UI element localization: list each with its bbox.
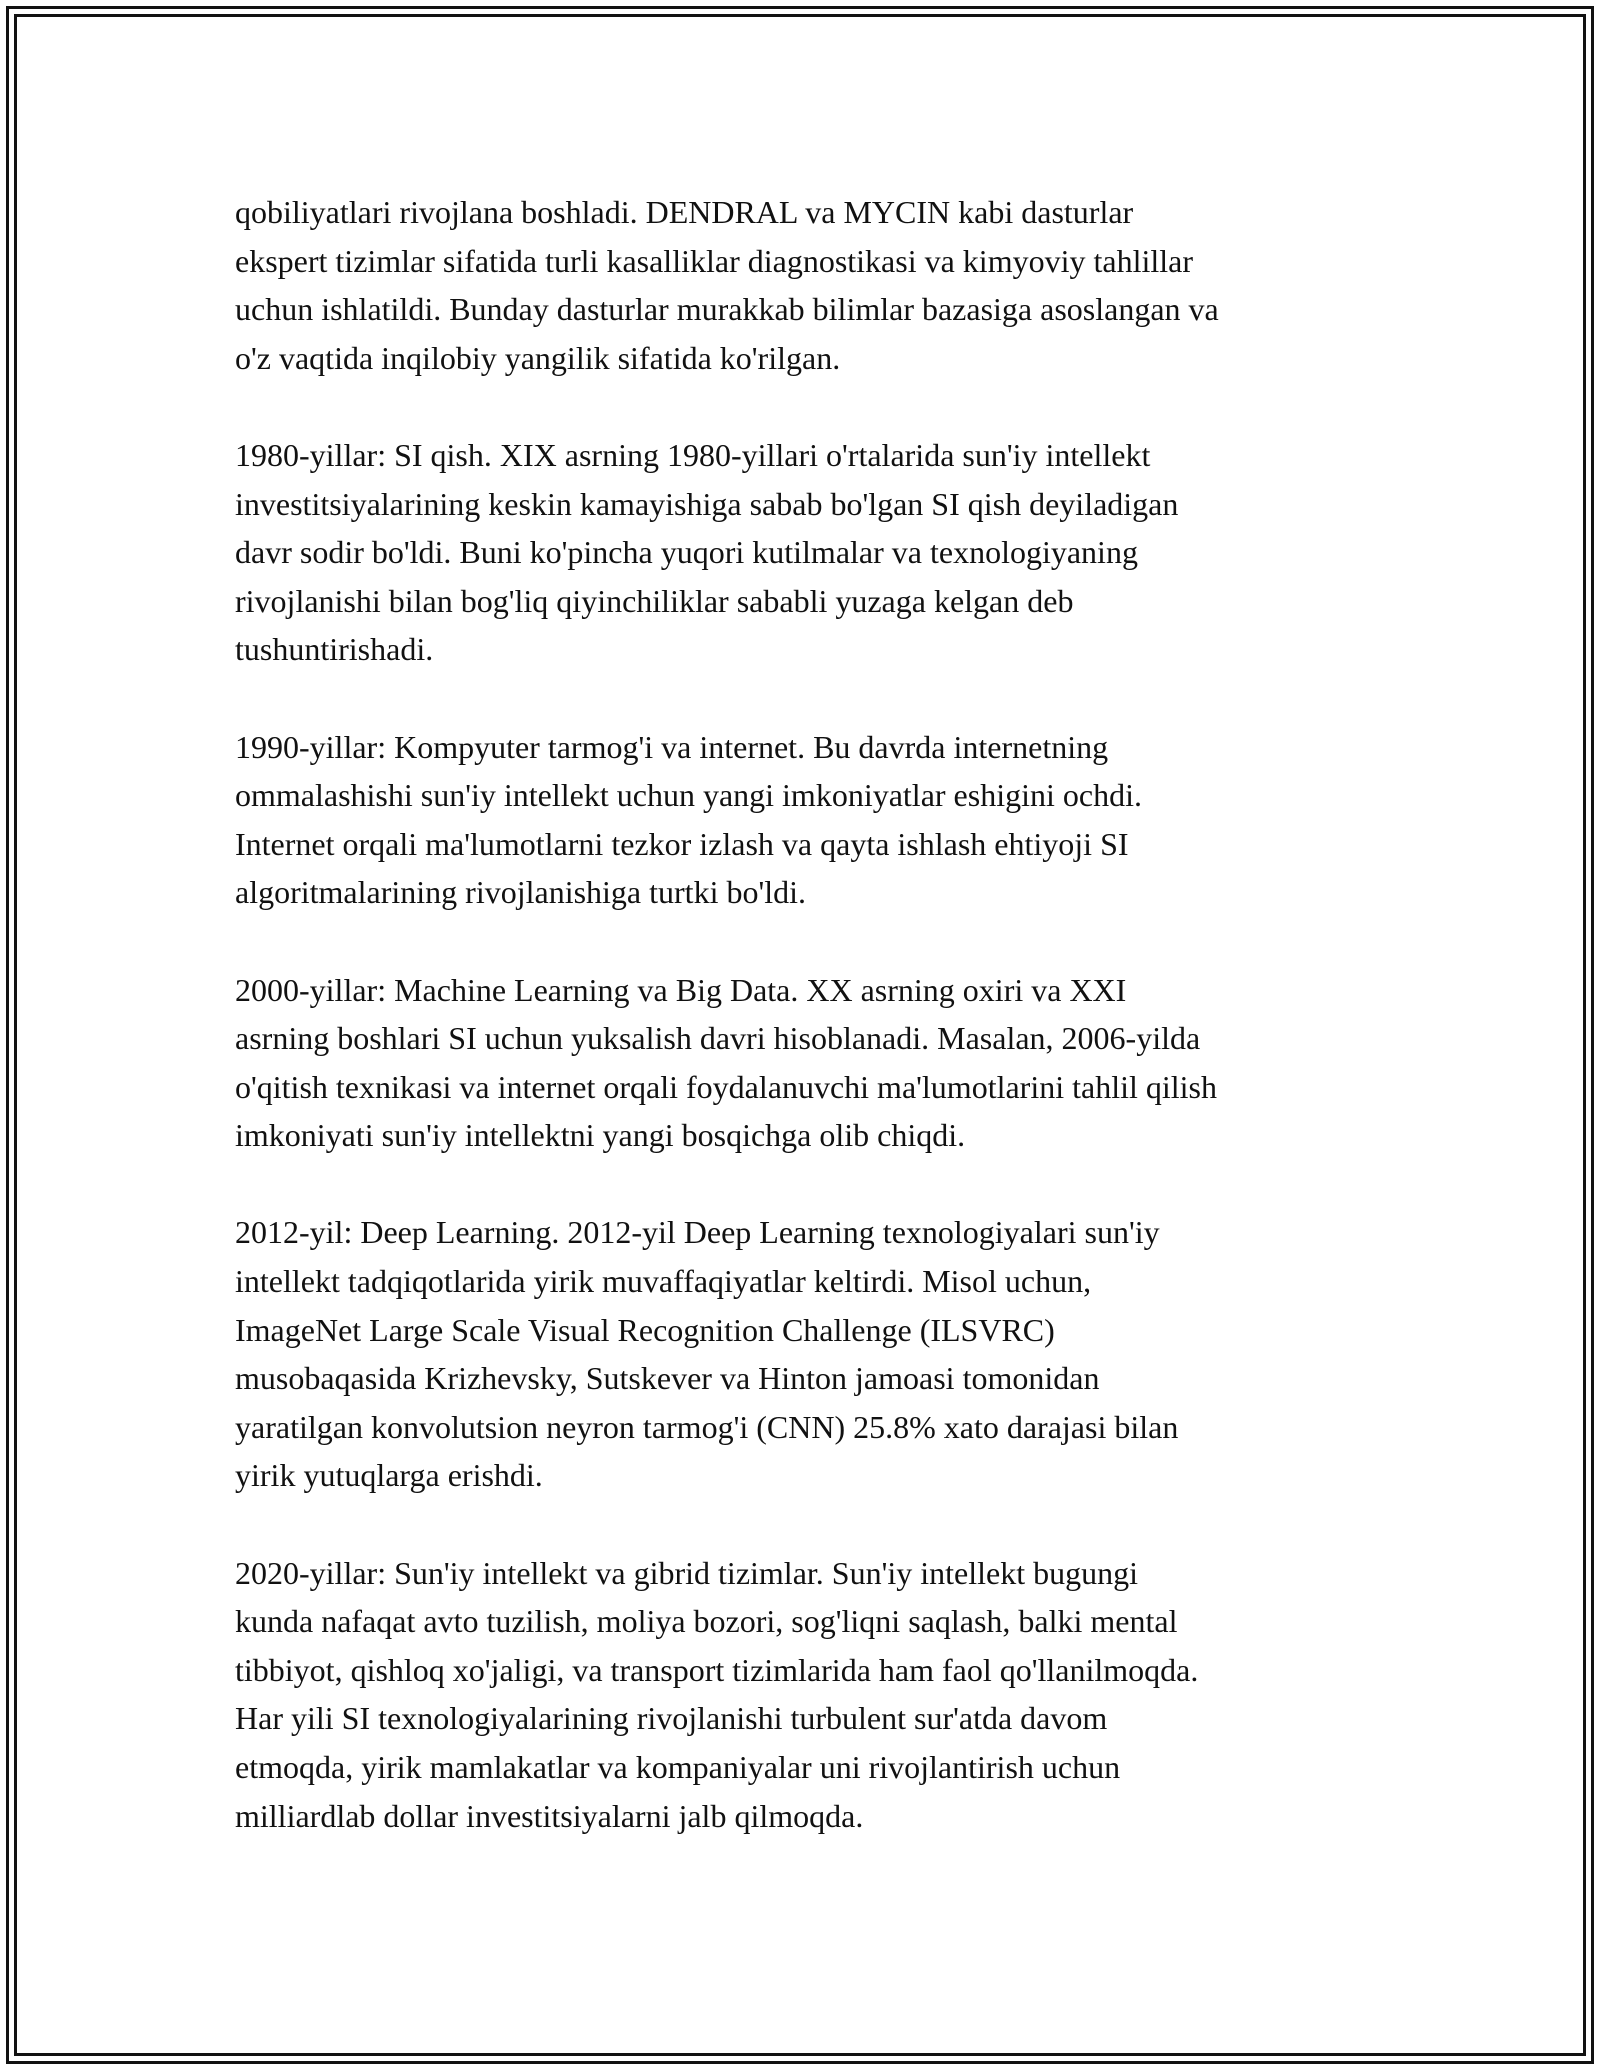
- paragraph-2000s-machine-learning: 2000-yillar: Machine Learning va Big Data. XX asrning oxiri va XXI asrning boshlari SI uchun yuksalish davri hisoblanadi. Masalan, 2006-yilda o'qitish texnikasi va internet orqali foydalanuvchi ma'lumotlarini tahlil qilish imkoniyati sun'iy intellektni yangi bosqichga olib chiqdi.: [235, 971, 1217, 1154]
- paragraph-1980s-ai-winter: 1980-yillar: SI qish. XIX asrning 1980-yillari o'rtalarida sun'iy intellekt investitsiyalarining keskin kamayishiga sabab bo'lgan SI qish deyiladigan davr sodir bo'ldi. Buni ko'pincha yuqori kutilmalar va texnologiyaning rivojlanishi bilan bog'liq qiyinchiliklar sababli yuzaga kelgan deb tushuntirishadi.: [235, 436, 1179, 668]
- paragraph-1970s-expert-systems: qobiliyatlari rivojlana boshladi. DENDRAL va MYCIN kabi dasturlar ekspert tizimlar sifatida turli kasalliklar diagnostikasi va kimyoviy tahlillar uchun ishlatildi. Bunday dasturlar murakkab bilimlar bazasiga asoslangan va o'z vaqtida inqilobiy yangilik sifatida ko'rilgan.: [235, 194, 1219, 376]
- document-body: [235, 188, 1370, 1889]
- paragraph-1990s-internet: 1990-yillar: Kompyuter tarmog'i va internet. Bu davrda internetning ommalashishi sun'iy intellekt uchun yangi imkoniyatlar eshigini ochdi. Internet orqali ma'lumotlarni tezkor izlash va qayta ishlash ehtiyoji SI algoritmalarining rivojlanishiga turtki bo'ldi.: [235, 728, 1142, 911]
- paragraph-2020s-hybrid-systems: 2020-yillar: Sun'iy intellekt va gibrid tizimlar. Sun'iy intellekt bugungi kunda nafaqat avto tuzilish, moliya bozori, sog'liqni saqlash, balki mental tibbiyot, qishloq xo'jaligi, va transport tizimlarida ham faol qo'llanilmoqda. Har yili SI texnologiyalarining rivojlanishi turbulent sur'atda davom etmoqda, yirik mamlakatlar va kompaniyalar uni rivojlantirish uchun milliardlab dollar investitsiyalarni jalb qilmoqda.: [235, 1554, 1199, 1834]
- paragraph-2012-deep-learning: 2012-yil: Deep Learning. 2012-yil Deep Learning texnologiyalari sun'iy intellekt tadqiqotlarida yirik muvaffaqiyatlar keltirdi. Misol uchun, ImageNet Large Scale Visual Recognition Challenge (ILSVRC) musobaqasida Krizhevsky, Sutskever va Hinton jamoasi tomonidan yaratilgan konvolutsion neyron tarmog'i (CNN) 25.8% xato darajasi bilan yirik yutuqlarga erishdi.: [235, 1214, 1179, 1494]
